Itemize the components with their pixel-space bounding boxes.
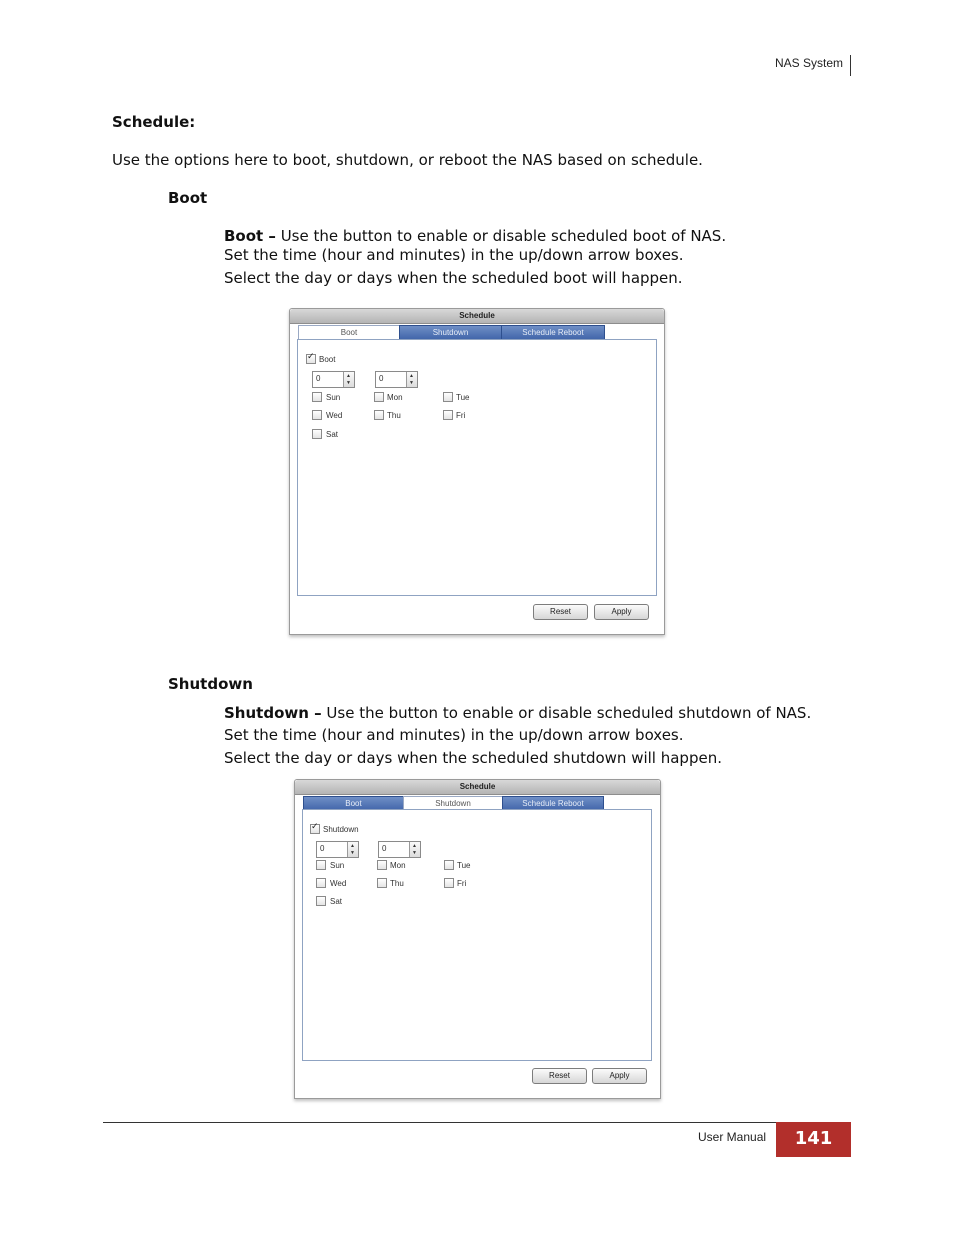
tab-boot[interactable]: Boot [303,796,404,811]
arrow-up-icon[interactable]: ▲ [409,373,414,379]
day-checkbox-sat[interactable] [316,896,326,906]
tab-shutdown[interactable]: Shutdown [399,325,502,340]
minute-value: 0 [382,844,387,853]
shutdown-description [224,704,811,723]
footer-label: User Manual [698,1130,767,1144]
schedule-dialog-shutdown [294,779,661,1099]
shutdown-line2: Set the time (hour and minutes) in the up/down arrow boxes. [224,726,684,744]
section-heading: Schedule: [112,113,196,131]
hour-stepper[interactable] [312,371,355,388]
reset-button[interactable]: Reset [533,604,588,620]
header-title: NAS System [775,56,844,70]
arrow-up-icon[interactable]: ▲ [412,843,417,849]
day-checkbox-mon[interactable] [377,860,387,870]
boot-lead-text: Use the button to enable or disable scheduled boot of NAS. [275,227,727,245]
arrow-up-icon[interactable]: ▲ [346,373,351,379]
day-label-sat: Sat [330,897,343,906]
day-checkbox-wed[interactable] [316,878,326,888]
tab-schedule-reboot[interactable]: Schedule Reboot [502,796,604,811]
day-checkbox-thu[interactable] [377,878,387,888]
arrow-down-icon[interactable]: ▼ [346,380,351,386]
minute-value: 0 [379,374,384,383]
day-checkbox-sun[interactable] [312,392,322,402]
tab-boot[interactable]: Boot [298,325,400,341]
boot-enable-checkbox[interactable] [306,354,316,364]
shutdown-line3: Select the day or days when the scheduled shutdown will happen. [224,749,722,767]
day-label-sun: Sun [330,861,345,870]
apply-button[interactable]: Apply [592,1068,647,1084]
arrow-down-icon[interactable]: ▼ [412,850,417,856]
day-checkbox-tue[interactable] [444,860,454,870]
day-label-thu: Thu [390,879,404,888]
boot-lead-bold: Boot – [224,227,276,245]
minute-stepper[interactable] [375,371,418,388]
boot-line2: Set the time (hour and minutes) in the up/down arrow boxes. [224,246,684,264]
arrow-down-icon[interactable]: ▼ [409,380,414,386]
day-checkbox-mon[interactable] [374,392,384,402]
day-checkbox-thu[interactable] [374,410,384,420]
day-checkbox-fri[interactable] [444,878,454,888]
day-label-mon: Mon [390,861,406,870]
boot-description [224,227,726,246]
day-checkbox-tue[interactable] [443,392,453,402]
footer-divider [103,1122,851,1123]
day-label-mon: Mon [387,393,403,402]
day-label-sat: Sat [326,430,339,439]
boot-panel [297,339,657,596]
shutdown-enable-label: Shutdown [323,825,359,834]
shutdown-subheading: Shutdown [168,675,253,693]
boot-subheading: Boot [168,189,208,207]
arrow-down-icon[interactable]: ▼ [350,850,355,856]
section-intro: Use the options here to boot, shutdown, or reboot the NAS based on schedule. [112,151,703,169]
day-label-wed: Wed [326,411,343,420]
arrow-up-icon[interactable]: ▲ [350,843,355,849]
boot-line3: Select the day or days when the scheduled boot will happen. [224,269,683,287]
day-label-fri: Fri [456,411,466,420]
apply-button[interactable]: Apply [594,604,649,620]
shutdown-lead-text: Use the button to enable or disable scheduled shutdown of NAS. [321,704,812,722]
hour-value: 0 [316,374,321,383]
hour-value: 0 [320,844,325,853]
day-checkbox-sat[interactable] [312,429,322,439]
day-checkbox-fri[interactable] [443,410,453,420]
day-label-tue: Tue [457,861,471,870]
day-label-wed: Wed [330,879,347,888]
day-label-tue: Tue [456,393,470,402]
shutdown-panel [302,809,652,1061]
boot-enable-label: Boot [319,355,336,364]
dialog-title: Schedule [295,780,660,795]
page-number: 141 [776,1122,851,1157]
shutdown-enable-checkbox[interactable] [310,824,320,834]
shutdown-lead-bold: Shutdown – [224,704,322,722]
reset-button[interactable]: Reset [532,1068,587,1084]
day-checkbox-wed[interactable] [312,410,322,420]
minute-stepper[interactable] [378,841,421,858]
hour-stepper[interactable] [316,841,359,858]
schedule-dialog-boot [289,308,665,635]
tab-shutdown[interactable]: Shutdown [403,796,503,812]
dialog-title: Schedule [290,309,664,324]
day-checkbox-sun[interactable] [316,860,326,870]
tab-schedule-reboot[interactable]: Schedule Reboot [501,325,605,340]
header-divider [850,55,851,76]
day-label-sun: Sun [326,393,341,402]
day-label-thu: Thu [387,411,401,420]
day-label-fri: Fri [457,879,467,888]
